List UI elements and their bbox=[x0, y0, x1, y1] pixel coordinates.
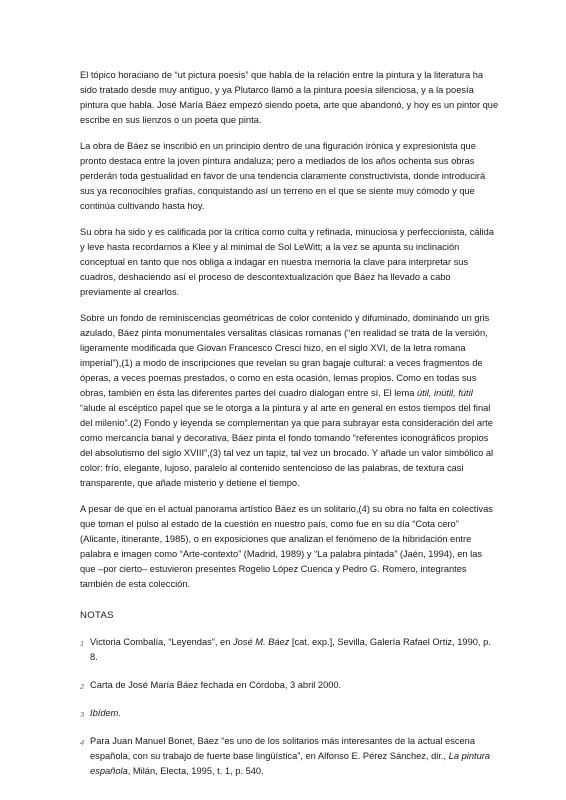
note-text: Carta de José María Báez fechada en Córdoba, 3 abril 2000. bbox=[90, 680, 342, 690]
note-3 bbox=[80, 706, 500, 721]
note-italic: La pintura española bbox=[90, 751, 491, 776]
paragraph-4 bbox=[80, 311, 500, 491]
note-number: 4 bbox=[80, 738, 85, 747]
note-4 bbox=[80, 734, 500, 779]
paragraph-4-motto: útil, inútil, fútil bbox=[416, 388, 473, 398]
paragraph-4-text-a: Sobre un fondo de reminiscencias geométricas de color contenido y difuminado, dominando un gris azulado, Báez pinta monumentales versalitas clásicas romanas (“en realidad se trata de la versión, ligeramente modificada que Giovan Francesco Cresci hizo, en el siglo XVI, de la letra romana imperial”),(1) a modo de inscripciones que revelan su gran bagaje cultural: a veces fragmentos de óperas, a veces poemas prestados, o como en esta ocasión, lemas propios. Como en todas sus obras, también en ésta las diferentes partes del cuadro dialogan entre sí. El lema bbox=[80, 313, 490, 398]
note-italic: José M. Báez bbox=[232, 637, 290, 647]
paragraph-3 bbox=[80, 225, 500, 300]
note-text: Victoria Combalía, “Leyendas”, en bbox=[90, 637, 233, 647]
note-italic: Ibídem. bbox=[90, 708, 122, 718]
paragraph-4-text-b: “alude al escéptico papel que se le otorga a la pintura y al arte en general en estos tiempos del final del milenio”.(2) Fondo y leyenda se complementan ya que para subrayar esta consideración del arte como mercancía banal y decorativa, Báez pinta el fondo tomando “referentes iconográficos propios del absolutismo del siglo XVIII”,(3) tal vez un tapiz, tal vez un brocado. Y añade un valor simbólico al color: frío, elegante, lujoso, paralelo al contenido sentencioso de las palabras, de textura casi transparente, que añade misterio y detiene el tiempo. bbox=[80, 403, 494, 488]
paragraph-2-text: La obra de Báez se inscribió en un principio dentro de una figuración irónica y expresionista que pronto destaca entre la joven pintura andaluza; pero a mediados de los años ochenta sus obras perderán toda gestualidad en favor de una tendencia claramente constructivista, donde introducirá sus ya reconocibles grafías, conquistando así un terreno en el que se siente muy cómodo y que continúa cultivando hasta hoy. bbox=[80, 141, 486, 211]
document-page bbox=[80, 68, 500, 792]
paragraph-1-text: El tópico horaciano de “ut pictura poesis” que habla de la relación entre la pintura y la literatura ha sido tratado desde muy antiguo, y ya Plutarco llamó a la pintura poesía silenciosa, y a la poesía pintura que habla. José María Báez empezó siendo poeta, arte que abandonó, y hoy es un pintor que escribe en sus lienzos o un poeta que pinta. bbox=[80, 70, 499, 125]
paragraph-1 bbox=[80, 68, 500, 128]
paragraph-5 bbox=[80, 502, 500, 592]
paragraph-5-text: A pesar de que en el actual panorama artístico Báez es un solitario,(4) su obra no falta en colectivas que toman el pulso al estado de la cuestión en nuestro país, como fue en su día “Cota cero” (Alicante, itinerante, 1985), o en exposiciones que analizan el fenómeno de la hibridación entre palabra e imagen como “Arte-contexto” (Madrid, 1989) y “La palabra pintada” (Jaén, 1994), en las que –por cierto– estuvieron presentes Rogelio López Cuenca y Pedro G. Romero, integrantes también de esta colección. bbox=[80, 504, 493, 589]
note-number: 2 bbox=[80, 682, 85, 691]
note-text: [cat. exp.], Sevilla, Galería Rafael Ortiz, 1990, p. 8. bbox=[90, 637, 491, 662]
note-1 bbox=[80, 635, 500, 665]
note-2 bbox=[80, 678, 500, 693]
notes-heading: NOTAS bbox=[80, 610, 114, 621]
note-number: 1 bbox=[80, 639, 85, 648]
note-text: Para Juan Manuel Bonet, Báez “es uno de los solitarios más interesantes de la actual escena española, con su trabajo de fuerte base lingüística”, en Alfonso E. Pérez Sánchez, dir., bbox=[90, 736, 476, 761]
note-text: , Milán, Electa, 1995, t. 1, p. 540. bbox=[127, 766, 264, 776]
paragraph-3-text: Su obra ha sido y es calificada por la crítica como culta y refinada, minuciosa y perfeccionista, cálida y leve hasta recordarnos a Klee y al minimal de Sol LeWitt; a la vez se apunta su inclinación conceptual en tanto que nos obliga a indagar en nuestra memoria la clave para interpretar sus cuadros, deshaciendo así el proceso de descontextualización que Báez ha llevado a cabo previamente al crearlos. bbox=[80, 227, 494, 297]
note-number: 3 bbox=[80, 710, 85, 719]
paragraph-2 bbox=[80, 139, 500, 214]
